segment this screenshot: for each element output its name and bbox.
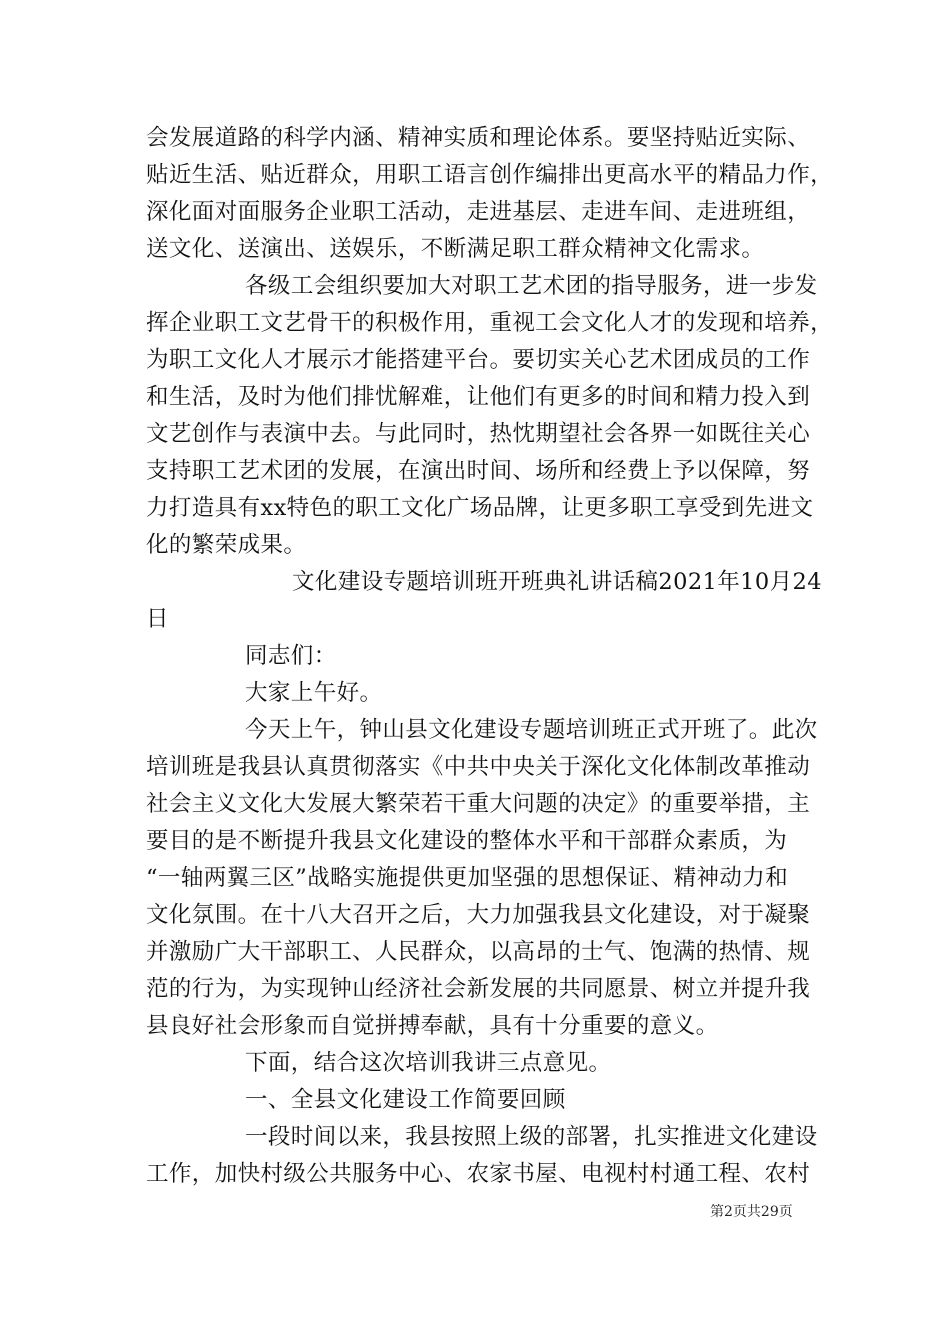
- text-line: 支持职工艺术团的发展，在演出时间、场所和经费上予以保障，努: [146, 458, 811, 484]
- text-line: 挥企业职工文艺骨干的积极作用，重视工会文化人才的发现和培养，: [146, 310, 834, 336]
- text-line: 文艺创作与表演中去。与此同时，热忱期望社会各界一如既往关心: [146, 421, 811, 447]
- paragraph-first-line: 下面，结合这次培训我讲三点意见。: [245, 1050, 612, 1076]
- text-line: 县良好社会形象而自觉拼搏奉献，具有十分重要的意义。: [146, 1013, 719, 1039]
- page-number: 第2页共29页: [710, 1204, 793, 1220]
- text-line: 贴近生活、贴近群众，用职工语言创作编排出更高水平的精品力作，: [146, 162, 834, 188]
- text-line: 和生活，及时为他们排忧解难，让他们有更多的时间和精力投入到: [146, 384, 811, 410]
- text-line: 文化氛围。在十八大召开之后，大力加强我县文化建设，对于凝聚: [146, 902, 811, 928]
- text-line: 要目的是不断提升我县文化建设的整体水平和干部群众素质，为: [146, 828, 788, 854]
- text-line: 范的行为，为实现钟山经济社会新发展的共同愿景、树立并提升我: [146, 976, 811, 1002]
- text-line: 力打造具有xx特色的职工文化广场品牌，让更多职工享受到先进文: [146, 495, 814, 521]
- text-line: 为职工文化人才展示才能搭建平台。要切实关心艺术团成员的工作: [146, 347, 811, 373]
- section-heading: 文化建设专题培训班开班典礼讲话稿2021年10月24: [292, 569, 822, 595]
- text-line: “一轴两翼三区”战略实施提供更加坚强的思想保证、精神动力和: [146, 865, 789, 891]
- section-heading-continuation: 日: [146, 606, 169, 632]
- text-line: 社会主义文化大发展大繁荣若干重大问题的决定》的重要举措，主: [146, 791, 811, 817]
- paragraph-first-line: 各级工会组织要加大对职工艺术团的指导服务，进一步发: [245, 273, 818, 299]
- paragraph-first-line: 一段时间以来，我县按照上级的部署，扎实推进文化建设: [245, 1124, 818, 1150]
- text-line: 送文化、送演出、送娱乐，不断满足职工群众精神文化需求。: [146, 236, 765, 262]
- greeting: 大家上午好。: [245, 680, 383, 706]
- text-line: 化的繁荣成果。: [146, 532, 307, 558]
- text-line: 工作，加快村级公共服务中心、农家书屋、电视村村通工程、农村: [146, 1161, 811, 1187]
- salutation: 同志们：: [245, 643, 337, 669]
- text-line: 并激励广大干部职工、人民群众，以高昂的士气、饱满的热情、规: [146, 939, 811, 965]
- text-line: 培训班是我县认真贯彻落实《中共中央关于深化文化体制改革推动: [146, 754, 811, 780]
- text-line: 会发展道路的科学内涵、精神实质和理论体系。要坚持贴近实际、: [146, 125, 811, 151]
- subsection-heading: 一、全县文化建设工作简要回顾: [245, 1087, 566, 1113]
- text-line: 深化面对面服务企业职工活动，走进基层、走进车间、走进班组，: [146, 199, 811, 225]
- paragraph-first-line: 今天上午，钟山县文化建设专题培训班正式开班了。此次: [245, 717, 818, 743]
